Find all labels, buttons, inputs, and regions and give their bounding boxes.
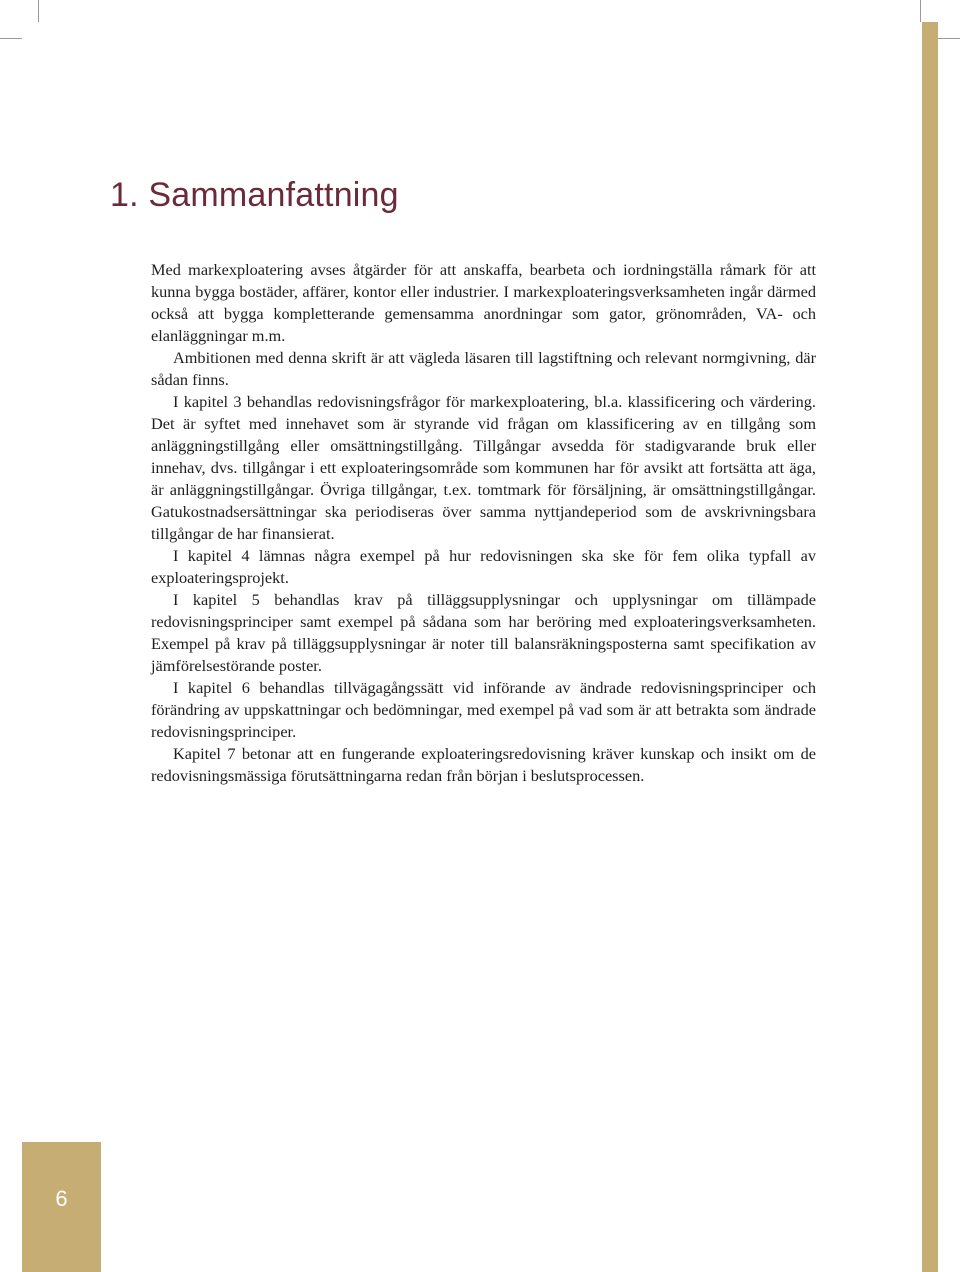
decorative-side-band — [922, 22, 938, 1272]
summary-body — [151, 259, 816, 787]
page-number-box — [22, 1142, 101, 1272]
paragraph-intro: Med markexploatering avses åtgärder för att anskaffa, bearbeta och iordningställa råmark för att kunna bygga bostäder, affärer, kontor eller industrier. I markexploateringsverksamheten ingår därmed också att bygga kompletterande gemensamma anordningar som gator, grönområden, VA- och elanläggningar m.m. — [151, 260, 816, 345]
paragraph-chapter-7: Kapitel 7 betonar att en fungerande exploateringsredovisning kräver kunskap och insikt om de redovisningsmässiga förutsättningarna redan från början i beslutsprocessen. — [151, 744, 816, 785]
page-number: 6 — [55, 1186, 68, 1211]
paragraph-chapter-4: I kapitel 4 lämnas några exempel på hur redovisningen ska ske för fem olika typfall av exploateringsprojekt. — [151, 546, 816, 587]
paragraph-chapter-3: I kapitel 3 behandlas redovisningsfrågor för markexploatering, bl.a. klassificering och värdering. Det är syftet med innehavet som är styrande vid frågan om klassificering av en tillgång som anläggningstillgång eller omsättningstillgång. Tillgångar avsedda för stadigvarande bruk eller innehav, dvs. tillgångar i ett exploateringsområde som kommunen har för avsikt att fortsätta att äga, är anläggningstillgångar. Övriga tillgångar, t.ex. tomtmark för försäljning, är omsättningstillgångar. Gatukostnadsersättningar ska periodiseras över samma nyttjandeperiod som de avskrivningsbara tillgångar de har finansierat. — [151, 392, 816, 543]
crop-mark-top-right-horizontal — [938, 38, 960, 39]
crop-mark-top-right-vertical — [920, 0, 921, 22]
chapter-title: 1. Sammanfattning — [110, 176, 399, 214]
paragraph-chapter-6: I kapitel 6 behandlas tillvägagångssätt vid införande av ändrade redovisningsprinciper och förändring av uppskattningar och bedömningar, med exempel på vad som är att betrakta som ändrade redovisningsprinciper. — [151, 678, 816, 741]
paragraph-ambition: Ambitionen med denna skrift är att vägleda läsaren till lagstiftning och relevant normgivning, där sådan finns. — [151, 348, 816, 389]
crop-mark-top-left-horizontal — [0, 38, 22, 39]
crop-mark-top-left-vertical — [38, 0, 39, 22]
paragraph-chapter-5: I kapitel 5 behandlas krav på tilläggsupplysningar och upplysningar om tillämpade redovisningsprinciper samt exempel på sådana som har beröring med exploateringsverksamheten. Exempel på krav på tilläggsupplysningar är noter till balansräkningsposterna samt specifikation av jämförelsestörande poster. — [151, 590, 816, 675]
